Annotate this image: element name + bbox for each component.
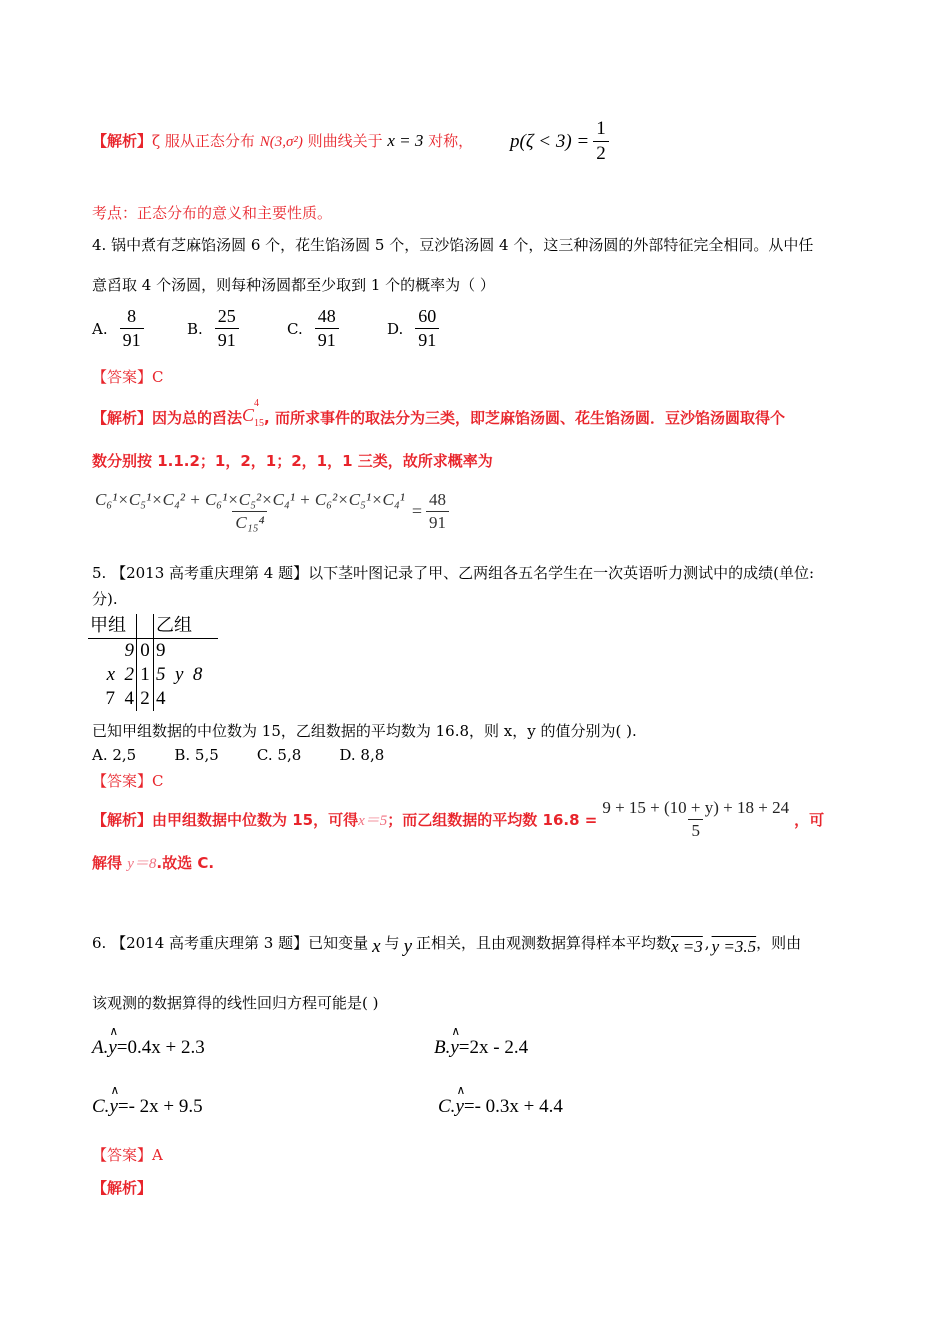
analysis-text: 【解析】因为总的舀法 xyxy=(92,408,243,427)
option-fraction xyxy=(415,306,439,351)
y-hat: ∧ y xyxy=(108,1037,116,1059)
mean-denominator: 5 xyxy=(688,819,703,841)
fraction-numerator: 48 xyxy=(317,306,336,326)
question-text: 6. 【2014 高考重庆理第 3 题】已知变量 xyxy=(92,934,369,952)
question-5-prompt: 已知甲组数据的中位数为 15，乙组数据的平均数为 16.8，则 x，y 的值分别为( ). xyxy=(92,722,637,740)
right-leaves: 4 xyxy=(156,688,166,709)
question-6-option-a xyxy=(92,1037,205,1059)
option-label: B. xyxy=(187,319,203,338)
kaodian-note: 考点：正态分布的意义和主要性质。 xyxy=(92,204,333,222)
x-value: x＝5 xyxy=(358,813,388,829)
fraction-denominator: 91 xyxy=(315,328,339,351)
stem-leaf-row xyxy=(88,687,218,711)
question-6-analysis: 【解析】 xyxy=(92,1179,153,1197)
analysis-text: ζ 服从正态分布 xyxy=(152,132,260,150)
mean-x-value: x =3 xyxy=(671,937,703,956)
question-text: ，则由 xyxy=(756,934,802,952)
question-6-line-2: 该观测的数据算得的线性回归方程可能是( ) xyxy=(92,994,379,1012)
mean-fraction xyxy=(599,798,792,841)
mean-y-value: y =3.5 xyxy=(711,937,757,956)
analysis-text: 解得 xyxy=(92,854,128,872)
fraction-denominator: 91 xyxy=(215,328,239,351)
formula-result xyxy=(426,490,449,533)
regression-equation: =- 2x + 9.5 xyxy=(117,1096,203,1117)
fraction-denominator: 91 xyxy=(415,328,439,351)
question-6-option-b xyxy=(434,1037,528,1059)
option-label: A. xyxy=(92,319,108,338)
fraction-numerator: 25 xyxy=(217,306,236,326)
analysis-text: 【解析】由甲组数据中位数为 15，可得 xyxy=(92,811,359,829)
question-4-analysis-line-1 xyxy=(92,398,785,429)
fraction-numerator: 1 xyxy=(596,118,606,139)
right-leaves: 5 y 8 xyxy=(156,664,203,685)
combination-total xyxy=(242,398,265,429)
fraction-numerator: 60 xyxy=(418,306,437,326)
combination-superscript: 4 xyxy=(254,398,260,409)
stem-leaf-header xyxy=(88,614,218,639)
mean-numerator: 9 + 15 + (10 + y) + 18 + 24 xyxy=(602,798,790,817)
stem-value: 0 xyxy=(137,639,154,664)
y-value: y＝8 xyxy=(127,856,157,872)
analysis-text: ；而乙组数据的平均数 16.8 = xyxy=(387,811,598,829)
left-leaves: 7 4 xyxy=(105,688,134,709)
regression-equation: =0.4x + 2.3 xyxy=(116,1037,205,1058)
question-6-option-c xyxy=(92,1096,203,1118)
formula-fraction xyxy=(92,490,408,533)
analysis-text: 则曲线关于 xyxy=(302,132,388,150)
regression-equation: =- 0.3x + 4.4 xyxy=(463,1096,563,1117)
stem-leaf-row xyxy=(88,639,218,664)
analysis-text: 对称， xyxy=(423,132,474,150)
option-label: C. xyxy=(287,319,303,338)
stem-leaf-row xyxy=(88,663,218,687)
analysis-normal-dist xyxy=(92,126,473,157)
question-text: 正相关，且由观测数据算得样本平均数 xyxy=(416,934,672,952)
option-label: B. xyxy=(434,1037,451,1058)
question-4-option-c xyxy=(287,306,339,351)
question-4-line-2: 意舀取 4 个汤圆，则每种汤圆都至少取到 1 个的概率为（ ） xyxy=(92,276,495,294)
fraction-numerator: 8 xyxy=(127,306,137,326)
stem-leaf-plot xyxy=(88,614,218,711)
y-hat: ∧ y xyxy=(450,1037,458,1059)
option-label: C. xyxy=(92,1096,110,1117)
question-4-analysis-line-2: 数分别按 1.1.2；1，2，1；2，1，1 三类，故所求概率为 xyxy=(92,452,493,470)
combination-subscript: 15 xyxy=(254,418,265,429)
distribution-notation: N(3,σ²) xyxy=(259,134,303,150)
variable-x: x xyxy=(372,936,381,957)
group-b-header: 乙组 xyxy=(154,614,219,639)
analysis-text: , 而所求事件的取法分为三类，即芝麻馅汤圆、花生馅汤圆．豆沙馅汤圆取得个 xyxy=(264,408,785,427)
analysis-text: .故选 C. xyxy=(156,854,215,872)
stem-value: 1 xyxy=(137,663,154,687)
analysis-bracket: 【解析】 xyxy=(92,132,153,150)
analysis-text: ，可 xyxy=(794,811,825,829)
formula-denominator: C₁₅⁴ xyxy=(232,511,267,533)
question-5-analysis-line-1 xyxy=(92,798,824,841)
regression-equation: =2x - 2.4 xyxy=(458,1037,529,1058)
mean-x xyxy=(671,937,703,957)
option-fraction xyxy=(215,306,239,351)
option-label: C. xyxy=(438,1096,456,1117)
group-a-header: 甲组 xyxy=(88,614,137,639)
question-4-probability-formula xyxy=(92,490,449,533)
fraction-denominator: 91 xyxy=(120,328,144,351)
question-4-line-1: 4. 锅中煮有芝麻馅汤圆 6 个，花生馅汤圆 5 个，豆沙馅汤圆 4 个，这三种汤圆的外部特征完全相同。从中任 xyxy=(92,236,814,254)
formula-equals: = xyxy=(411,501,423,521)
fraction-half xyxy=(593,118,609,165)
stem-leaf-table xyxy=(88,614,218,711)
y-hat: ∧ y xyxy=(455,1096,463,1118)
question-5-answer: 【答案】C xyxy=(92,772,164,790)
formula-numerator: C₆¹×C₅¹×C₄² + C₆¹×C₅²×C₄¹ + C₆²×C₅¹×C₄¹ xyxy=(95,490,405,509)
left-leaves: 9 xyxy=(124,640,134,661)
result-numerator: 48 xyxy=(429,490,447,509)
option-fraction xyxy=(120,306,144,351)
question-6-answer: 【答案】A xyxy=(92,1146,163,1164)
question-4-answer: 【答案】C xyxy=(92,368,164,386)
question-5-line-2: 分). xyxy=(92,590,118,608)
question-5-options: A. 2,5 B. 5,5 C. 5,8 D. 8,8 xyxy=(92,746,385,764)
question-6-option-d xyxy=(438,1096,563,1118)
variable-y: y xyxy=(403,936,412,957)
left-leaves: x 2 xyxy=(106,664,134,685)
question-5-analysis-line-2 xyxy=(92,852,214,873)
probability-expression xyxy=(510,118,609,165)
right-leaves: 9 xyxy=(156,640,166,661)
question-5-line-1: 5. 【2013 高考重庆理第 4 题】以下茎叶图记录了甲、乙两组各五名学生在一次英语听力测试中的成绩(单位: xyxy=(92,564,815,582)
option-fraction xyxy=(315,306,339,351)
question-4-option-a xyxy=(92,306,144,351)
question-4-option-d xyxy=(387,306,439,351)
mean-y xyxy=(712,937,757,957)
question-text: 与 xyxy=(384,934,400,952)
combination-symbol: C xyxy=(242,405,255,425)
stem-value: 2 xyxy=(137,687,154,711)
stem-header-blank xyxy=(137,614,154,639)
question-6-line-1: 6. 【2014 高考重庆理第 3 题】已知变量 x 与 y 正相关，且由观测数据算得样本平均数 x =3 , y =3.5 ，则由 xyxy=(92,934,802,957)
result-denominator: 91 xyxy=(426,511,449,533)
probability-lhs: p(ζ < 3) = xyxy=(510,130,590,152)
option-label: D. xyxy=(387,319,404,338)
question-4-option-b xyxy=(187,306,239,351)
y-hat: ∧ y xyxy=(109,1096,117,1118)
fraction-denominator: 2 xyxy=(593,141,609,165)
symmetry-axis: x = 3 xyxy=(387,131,424,150)
option-label: A. xyxy=(92,1037,109,1058)
